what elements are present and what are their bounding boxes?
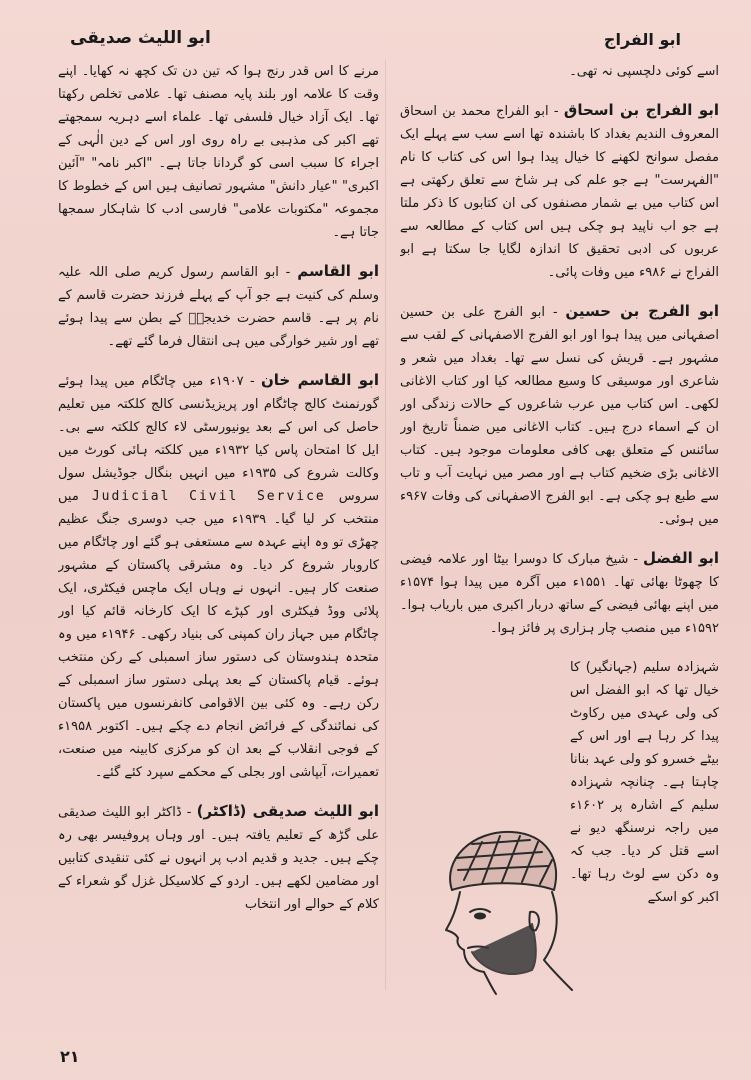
entry-abul-fazl	[400, 547, 719, 640]
entry-text: - شیخ مبارک کا دوسرا بیٹا اور علامہ فیضی کا چھوٹا بھائی تھا۔ ۱۵۵۱ء میں آگرہ میں پیدا ہوا ۱۵۷۴ء میں اپنے بھائی فیضی کے ساتھ دربار اکبری میں باریاب ہوا۔ ۱۵۹۲ء میں منصب چار ہزاری پر فائز ہوا۔	[400, 552, 719, 636]
entry-abul-qasim	[58, 260, 379, 353]
entry-text: شہزادہ سلیم (جہانگیر) کا خیال تھا کہ ابو الفضل اس کی ولی عہدی میں رکاوٹ پیدا کر رہا ہے اور اس کے بیٹے خسرو کو ولی عہد بنانا چاہتا ہے۔ چنانچہ شہزادہ سلیم کے اشارہ پر ۱۶۰۲ء میں راجہ نرسنگھ دیو نے اسے قتل کر دیا۔ جب کہ وہ دکن سے لوٹ رہا تھا۔ اکبر کو اسکے	[570, 660, 719, 905]
entry-heading: ابو الفراج بن اسحاق	[563, 101, 719, 119]
column-divider	[385, 60, 386, 990]
continued-text: اسے کوئی دلچسپی نہ تھی۔	[569, 64, 719, 79]
running-head-left: ابو اللیث صدیقی	[70, 28, 211, 48]
entry-heading: ابو اللیث صدیقی (ڈاکٹر)	[196, 802, 379, 820]
entry-text-continued: میں منتخب کر لیا گیا۔ ۱۹۳۹ء میں جب دوسری جنگ عظیم چھڑی تو وہ اپنے عہدہ سے مستعفی ہو گئے اور چاٹگام میں کاروبار شروع کر دیا۔ وہ مشرقی پاکستان کے مشہور صنعت کار ہیں۔ انہوں نے وہاں ایک ماچس فیکٹری، ایک پلائی ووڈ فیکٹری اور کپڑے کا ایک کارخانہ قائم کیا اور چاٹگام میں جہاز ران کمپنی کی بنیاد رکھی۔ ۱۹۴۶ء میں وہ متحدہ ہندوستان کی دستور ساز اسمبلی کے رکن منتخب ہوئے۔ قیام پاکستان کے بعد پہلی دستور ساز اسمبلی کے رکن رہے۔ وہ کئی بین الاقوامی کانفرنسوں میں پاکستان کی نمائندگی کے فرائض انجام دے چکے ہیں۔ اکتوبر ۱۹۵۸ء کے فوجی انقلاب کے بعد ان کو مرکزی کابینہ میں صنعت، تعمیرات، آبپاشی اور بجلی کے محکمے سپرد کئے گئے۔	[58, 489, 379, 780]
entry-heading: ابو الفضل	[643, 549, 719, 567]
entry-text: - ابو القاسم رسول کریم صلی اللہ علیہ وسلم کی کنیت ہے جو آپ کے پہلے فرزند حضرت قاسم کے نام پر ہے۔ قاسم حضرت خدیجہؓ کے بطن سے پیدا ہوئے تھے اور شیر خوارگی میں ہی انتقال فرما گئے تھے۔	[58, 265, 379, 349]
latin-term: Judicial Civil Service	[91, 489, 326, 504]
entry-abul-faraj-ibn-ishaq	[400, 99, 719, 284]
page-number: ۲۱	[60, 1047, 80, 1066]
entry-text: - ۱۹۰۷ء میں چاٹگام میں پیدا ہوئے گورنمنٹ کالج چاٹگام اور پریزیڈنسی کالج کلکتہ میں تعلیم حاصل کی اس کے بعد یونیورسٹی لاء کالج کلکتہ سے بی۔ ایل کا امتحان پاس کیا ۱۹۳۲ء میں کلکتہ ہائی کورٹ میں وکالت شروع کی ۱۹۳۵ء میں انہیں بنگال جوڈیشل سول سروس	[58, 374, 379, 504]
entry-text: - ڈاکٹر ابو اللیث صدیقی علی گڑھ کے تعلیم یافتہ ہیں۔ اور وہاں پروفیسر بھی رہ چکے ہیں۔ جدید و قدیم ادب پر انہوں نے کئی تنقیدی کتابیں اور مضامین لکھے ہیں۔ اردو کے کلاسیکل غزل گو شعراء کے کلام کے حوالے اور انتخاب	[58, 805, 379, 912]
portrait-illustration	[412, 820, 577, 995]
entry-abul-lais-siddiqui	[58, 800, 379, 916]
running-head-right: ابو الفراج	[603, 30, 681, 49]
continued-text: مرنے کا اس قدر رنج ہوا کہ تین دن تک کچھ نہ کھایا۔ اپنے وقت کا علامہ اور بلند پایہ مصنف تھا۔ علامی تخلص رکھتا تھا۔ ایک آزاد خیال فلسفی تھا۔ علماء اسے دہریہ سمجھتے تھے اکبر کی مذہبی بے راہ روی اور اس کے دین الٰہی کے اجراء کا سبب اسی کو گردانا جاتا ہے۔ "اکبر نامہ" "آئین اکبری" "عیار دانش" مشہور تصانیف ہیں اس کے خطوط کا مجموعہ "مکتوبات علامی" فارسی ادب کا شاہکار سمجھا جاتا ہے۔	[58, 64, 379, 240]
entry-abul-qasim-khan	[58, 369, 379, 784]
entry-text: - ابو الفرج علی بن حسین اصفہانی میں پیدا ہوا اور ابو الفرج الاصفہانی کے لقب سے مشہور ہے۔ قریش کی نسل سے تھا۔ بغداد میں شعر و شاعری اور موسیقی کا وسیع مطالعہ کیا اور کتاب الاغانی لکھی۔ اس کتاب میں عرب شاعروں کے حالات زندگی اور ان کے اسماء درج ہیں۔ کتاب الاغانی میں ضمناً تاریخ اور سائنس کے متعلق بھی کافی معلومات موجود ہیں۔ کتاب الاغانی بڑی ضخیم کتاب ہے اور مصر میں نہایت آب و تاب سے طبع ہو چکی ہے۔ ابو الفرج الاصفہانی کی وفات ۹۶۷ء میں ہوئی۔	[400, 305, 719, 527]
entry-abul-faraj-ibn-husain	[400, 300, 719, 531]
beard	[472, 924, 536, 974]
left-column	[58, 60, 379, 1040]
entry-text: - ابو الفراج محمد بن اسحاق المعروف الندیم بغداد کا باشندہ تھا اسے سب سے پہلے ایک مفصل سوانح لکھنے کا خیال پیدا ہوا اس کی کتاب کا نام "الفہرست" ہے جو علم کی ہر شاخ سے تعلق رکھتی ہے اس کتاب میں بے شمار مصنفوں کی ان کتابوں کا ذکر ملتا ہے جو اب ناپید ہو چکی ہیں اس کتاب کے مطالعہ سے عربوں کی ادبی تحقیق کا اندازہ لگایا جا سکتا ہے ابو الفراج نے ۹۸۶ء میں وفات پائی۔	[400, 104, 719, 280]
entry-heading: ابو القاسم	[297, 262, 379, 280]
entry-heading: ابو القاسم خان	[261, 371, 379, 389]
page-header	[0, 10, 751, 50]
entry-heading: ابو الفرج بن حسین	[565, 302, 719, 320]
